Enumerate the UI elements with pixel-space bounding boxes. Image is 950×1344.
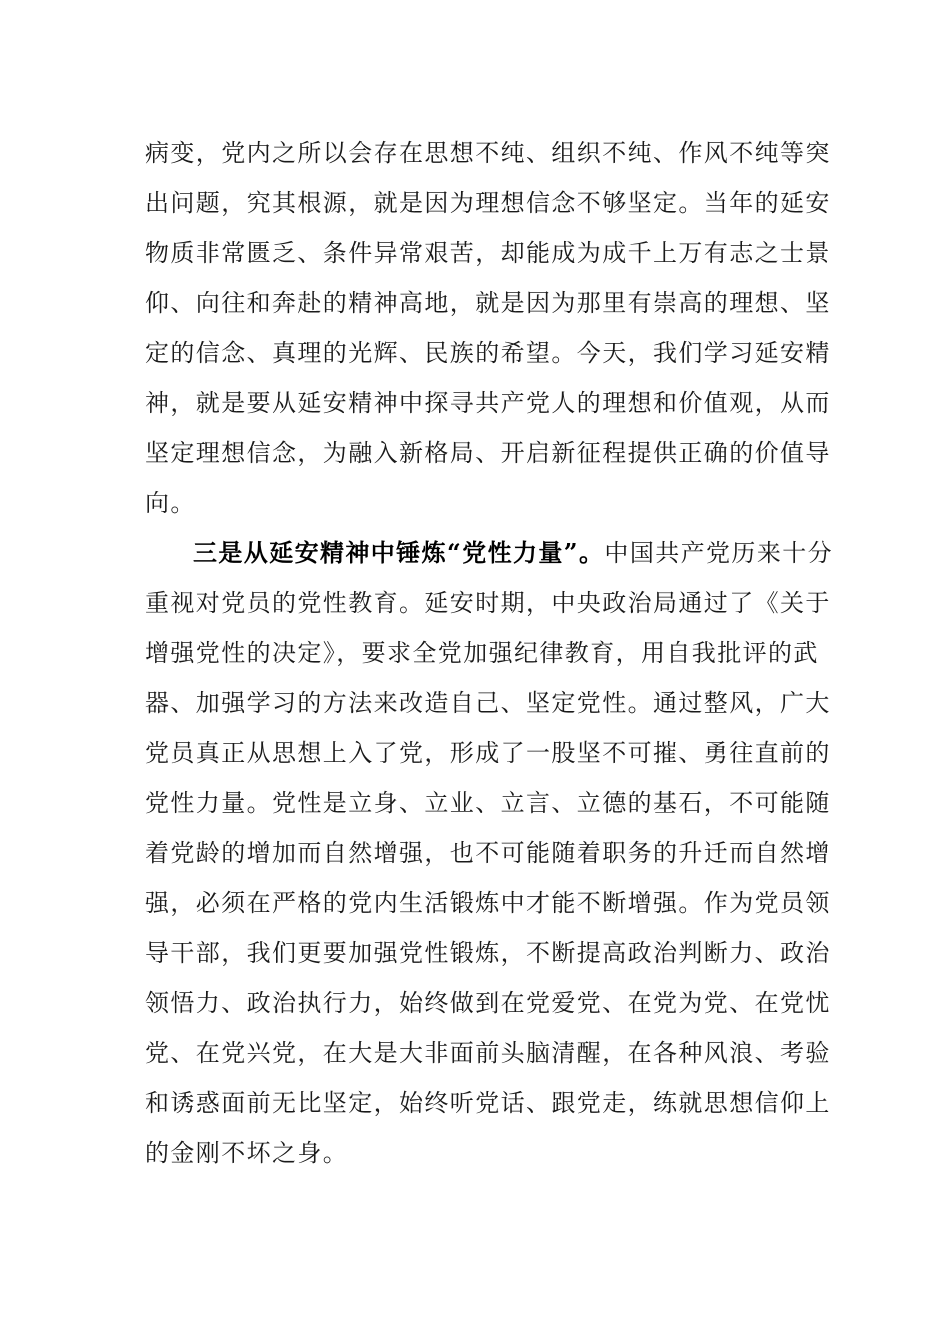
paragraph-line: 导干部，我们更要加强党性锻炼，不断提高政治判断力、政治 bbox=[145, 939, 831, 967]
paragraph-line: 坚定理想信念，为融入新格局、开启新征程提供正确的价值导 bbox=[145, 439, 831, 467]
paragraph-line: 重视对党员的党性教育。延安时期，中央政治局通过了《关于 bbox=[145, 589, 831, 617]
heading-continuation: 中国共产党历来十分 bbox=[604, 539, 834, 567]
paragraph-line: 神，就是要从延安精神中探寻共产党人的理想和价值观，从而 bbox=[145, 389, 831, 417]
paragraph-line: 党、在党兴党，在大是大非面前头脑清醒，在各种风浪、考验 bbox=[145, 1039, 831, 1067]
paragraph-line: 器、加强学习的方法来改造自己、坚定党性。通过整风，广大 bbox=[145, 689, 831, 717]
paragraph-line: 的金刚不坏之身。 bbox=[145, 1139, 349, 1167]
paragraph-line: 党员真正从思想上入了党，形成了一股坚不可摧、勇往直前的 bbox=[145, 739, 831, 767]
paragraph-line: 党性力量。党性是立身、立业、立言、立德的基石，不可能随 bbox=[145, 789, 831, 817]
paragraph-line: 增强党性的决定》，要求全党加强纪律教育，用自我批评的武 bbox=[145, 639, 819, 667]
paragraph-line: 定的信念、真理的光辉、民族的希望。今天，我们学习延安精 bbox=[145, 339, 831, 367]
paragraph-first-line bbox=[145, 528, 834, 578]
paragraph-party-spirit bbox=[145, 528, 834, 1178]
paragraph-line: 向。 bbox=[145, 489, 196, 517]
paragraph-line: 病变，党内之所以会存在思想不纯、组织不纯、作风不纯等突 bbox=[145, 139, 831, 167]
paragraph-line: 和诱惑面前无比坚定，始终听党话、跟党走，练就思想信仰上 bbox=[145, 1089, 831, 1117]
paragraph-line: 领悟力、政治执行力，始终做到在党爱党、在党为党、在党忧 bbox=[145, 989, 831, 1017]
paragraph-line: 着党龄的增加而自然增强，也不可能随着职务的升迁而自然增 bbox=[145, 839, 831, 867]
section-heading: 三是从延安精神中锤炼“党性力量”。 bbox=[193, 538, 605, 567]
paragraph-ideals-beliefs bbox=[145, 128, 831, 528]
paragraph-line: 出问题，究其根源，就是因为理想信念不够坚定。当年的延安 bbox=[145, 189, 831, 217]
paragraph-line: 强，必须在严格的党内生活锻炼中才能不断增强。作为党员领 bbox=[145, 889, 831, 917]
paragraph-line: 物质非常匮乏、条件异常艰苦，却能成为成千上万有志之士景 bbox=[145, 239, 831, 267]
paragraph-line: 仰、向往和奔赴的精神高地，就是因为那里有崇高的理想、坚 bbox=[145, 289, 831, 317]
